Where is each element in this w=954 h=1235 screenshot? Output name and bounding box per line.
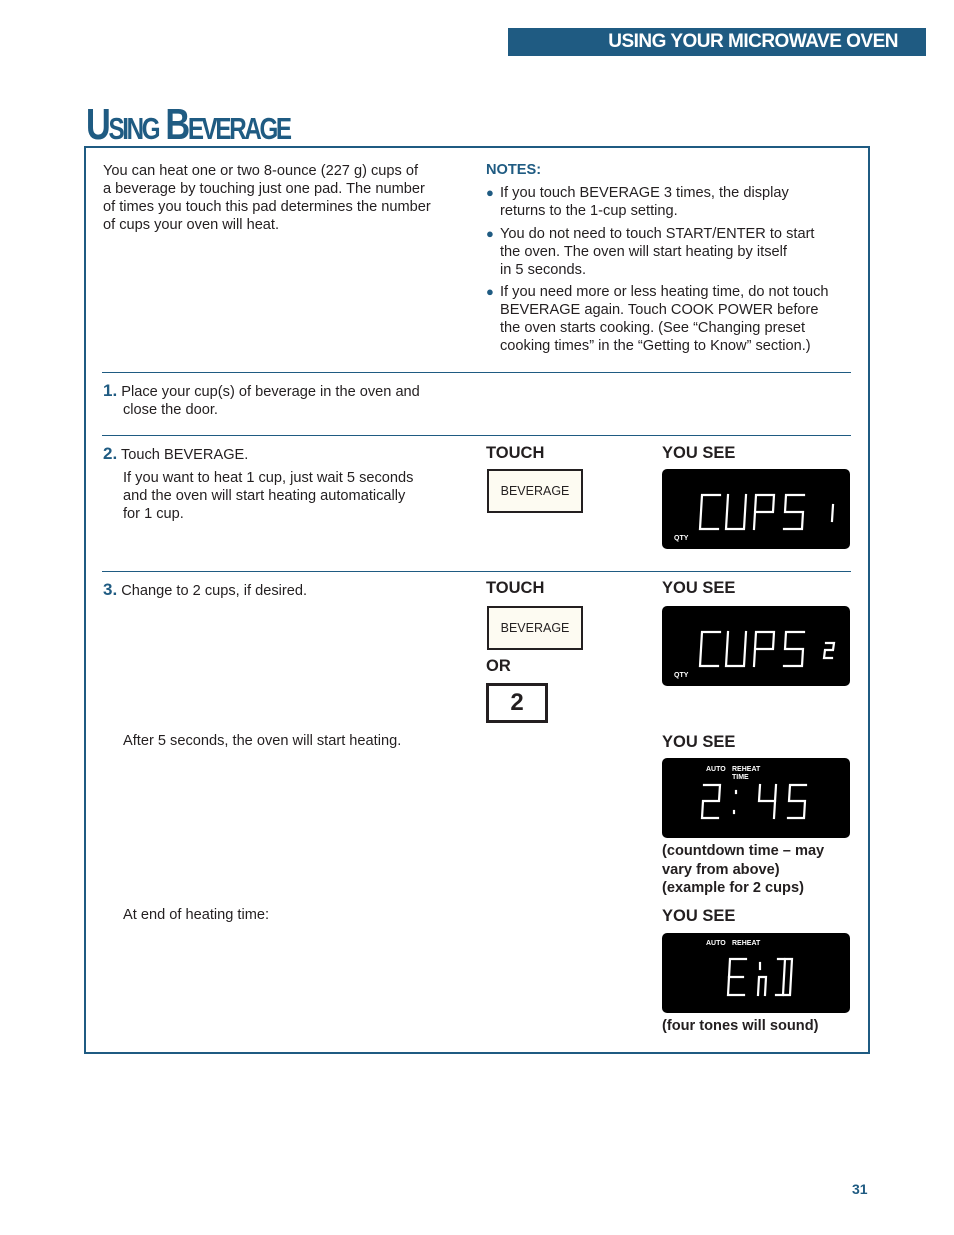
step-1 bbox=[103, 382, 463, 419]
intro-line: a beverage by touching just one pad. The number bbox=[103, 181, 425, 197]
step-number: 1. bbox=[103, 381, 118, 400]
divider bbox=[102, 435, 851, 436]
lcd-countdown-graphic bbox=[662, 758, 850, 838]
caption-line: (countdown time – may bbox=[662, 843, 825, 859]
you-see-label: YOU SEE bbox=[662, 733, 736, 751]
step-subtext: for 1 cup. bbox=[123, 506, 184, 522]
beverage-pad: BEVERAGE bbox=[487, 606, 583, 650]
lcd-auto-label: AUTO bbox=[706, 766, 726, 773]
lcd-cups-1-graphic bbox=[662, 469, 850, 549]
display-end bbox=[662, 933, 850, 1013]
lcd-auto-label: AUTO bbox=[706, 940, 726, 947]
note-line: You do not need to touch START/ENTER to start bbox=[500, 226, 815, 242]
display-cups-2 bbox=[662, 606, 850, 686]
intro-line: of times you touch this pad determines the number bbox=[103, 199, 431, 215]
lcd-reheat-label: REHEAT bbox=[732, 940, 761, 947]
lcd-time-label: TIME bbox=[732, 774, 749, 781]
section-header bbox=[508, 28, 926, 56]
page-number: 31 bbox=[852, 1181, 868, 1197]
step-text: Touch BEVERAGE. bbox=[120, 447, 249, 463]
divider bbox=[102, 571, 851, 572]
step-text: Place your cup(s) of beverage in the oven and bbox=[121, 384, 420, 400]
caption-line: (example for 2 cups) bbox=[662, 880, 804, 896]
divider bbox=[102, 372, 851, 373]
caption-line: vary from above) bbox=[662, 861, 780, 878]
note-line: If you need more or less heating time, do not touch bbox=[500, 284, 829, 300]
section-header-label: USING YOUR MICROWAVE OVEN bbox=[608, 31, 898, 52]
step-number: 3. bbox=[103, 580, 118, 599]
or-label: OR bbox=[486, 657, 511, 675]
notes-heading: NOTES: bbox=[486, 162, 542, 178]
step-text: Change to 2 cups, if desired. bbox=[121, 583, 308, 599]
beverage-pad: BEVERAGE bbox=[487, 469, 583, 513]
tones-caption: (four tones will sound) bbox=[662, 1018, 819, 1034]
lcd-end-graphic bbox=[662, 933, 850, 1013]
lcd-qty-label: QTY bbox=[674, 535, 689, 542]
bullet-icon: ● bbox=[486, 284, 494, 299]
step-2 bbox=[103, 445, 463, 523]
display-countdown bbox=[662, 758, 850, 838]
note-item bbox=[486, 184, 861, 220]
lcd-cups-2-graphic bbox=[662, 606, 850, 686]
step-3 bbox=[103, 581, 463, 600]
end-text: At end of heating time: bbox=[123, 907, 270, 923]
note-line: If you touch BEVERAGE 3 times, the display bbox=[500, 185, 789, 201]
step-subtext: and the oven will start heating automatically bbox=[123, 488, 406, 504]
lcd-reheat-label: REHEAT bbox=[732, 766, 761, 773]
intro-text bbox=[103, 162, 473, 234]
step-subtext: If you want to heat 1 cup, just wait 5 seconds bbox=[123, 470, 414, 486]
note-line: BEVERAGE again. Touch COOK POWER before bbox=[500, 302, 819, 318]
you-see-label: YOU SEE bbox=[662, 579, 736, 597]
you-see-label: YOU SEE bbox=[662, 907, 736, 925]
intro-line: of cups your oven will heat. bbox=[103, 217, 280, 233]
touch-label: TOUCH bbox=[486, 444, 545, 462]
note-line: the oven starts cooking. (See “Changing preset bbox=[500, 320, 806, 336]
page-title: Using Beverage bbox=[86, 100, 290, 149]
bullet-icon: ● bbox=[486, 226, 494, 241]
lcd-qty-label: QTY bbox=[674, 672, 689, 679]
step-text: close the door. bbox=[123, 402, 218, 418]
intro-line: You can heat one or two 8-ounce (227 g) cups of bbox=[103, 163, 419, 179]
display-cups-1 bbox=[662, 469, 850, 549]
note-item bbox=[486, 283, 861, 355]
note-line: the oven. The oven will start heating by itself bbox=[500, 244, 787, 260]
after-text: After 5 seconds, the oven will start heating. bbox=[123, 733, 402, 749]
you-see-label: YOU SEE bbox=[662, 444, 736, 462]
bullet-icon: ● bbox=[486, 185, 494, 200]
number-2-pad: 2 bbox=[486, 683, 548, 723]
step-number: 2. bbox=[103, 444, 118, 463]
note-item bbox=[486, 225, 861, 279]
countdown-caption bbox=[662, 842, 824, 898]
note-line: cooking times” in the “Getting to Know” section.) bbox=[500, 338, 811, 354]
touch-label: TOUCH bbox=[486, 579, 545, 597]
note-line: returns to the 1-cup setting. bbox=[500, 203, 678, 219]
note-line: in 5 seconds. bbox=[500, 262, 586, 278]
